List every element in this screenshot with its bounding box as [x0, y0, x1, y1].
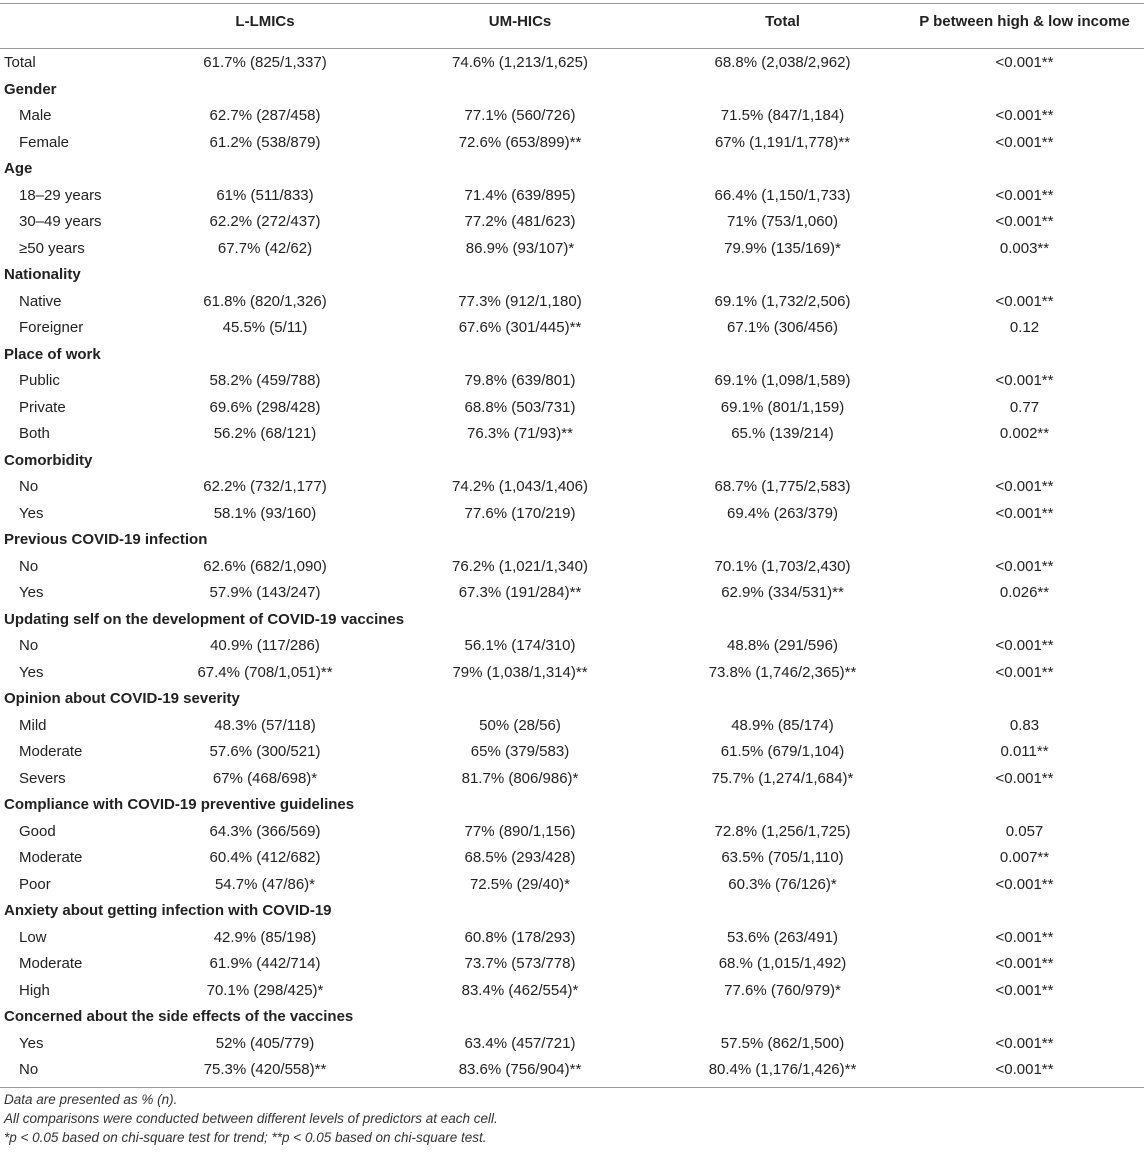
table-row [0, 183, 1144, 210]
value-cell: 83.6% (756/904)** [458, 1061, 582, 1078]
value-cell: 69.4% (263/379) [727, 504, 838, 522]
group-label: Compliance with COVID-19 preventive guidelines [4, 796, 355, 813]
table-row [0, 1031, 1144, 1058]
row-label: 18–29 years [19, 186, 102, 204]
row-label: Male [19, 107, 52, 124]
value-cell: 67% (1,191/1,778)** [714, 133, 851, 151]
value-cell: 62.7% (287/458) [209, 107, 321, 124]
group-label: Anxiety about getting infection with COVID-19 [4, 902, 332, 919]
row-label: No [19, 637, 39, 654]
group-header-row [0, 898, 1144, 925]
value-cell: 65.% (139/214) [731, 425, 834, 442]
table-row [0, 315, 1144, 342]
value-cell: <0.001** [995, 1034, 1054, 1052]
row-label: No [19, 557, 39, 575]
header-cell: P between high & low income [919, 13, 1130, 30]
value-cell: 79.9% (135/169)* [724, 239, 841, 257]
group-header-row [0, 77, 1144, 104]
value-cell: 76.2% (1,021/1,340) [452, 557, 588, 575]
value-cell: <0.001** [995, 663, 1054, 681]
header-row [0, 5, 1144, 39]
value-cell: <0.001** [995, 955, 1054, 972]
value-cell: 57.5% (862/1,500) [720, 1034, 845, 1052]
value-cell: <0.001** [995, 875, 1054, 893]
table-row [0, 368, 1144, 395]
table-row [0, 289, 1144, 316]
row-label: No [19, 1061, 39, 1078]
value-cell: 81.7% (806/986)* [461, 769, 579, 787]
row-label: Yes [19, 663, 44, 681]
table-row [0, 554, 1144, 581]
value-cell: 77.3% (912/1,180) [458, 292, 582, 310]
group-label: Updating self on the development of COVID-19 vaccines [4, 610, 405, 628]
value-cell: 0.057 [1005, 822, 1044, 840]
value-cell: 0.83 [1009, 716, 1040, 734]
results-table [0, 5, 1144, 1084]
row-label: Severs [19, 769, 66, 787]
table-row [0, 872, 1144, 899]
table-row [0, 978, 1144, 1005]
value-cell: 72.8% (1,256/1,725) [714, 822, 851, 840]
value-cell: <0.001** [995, 213, 1054, 230]
value-cell: 68.7% (1,775/2,583) [714, 478, 851, 495]
value-cell: 56.1% (174/310) [464, 637, 576, 654]
group-label: Concerned about the side effects of the vaccines [4, 1008, 354, 1025]
value-cell: 71% (753/1,060) [727, 213, 838, 230]
value-cell: 45.5% (5/11) [222, 319, 308, 336]
table-body [0, 50, 1144, 1084]
value-cell: <0.001** [995, 769, 1054, 787]
group-header-row [0, 1004, 1144, 1031]
value-cell: 65% (379/583) [470, 743, 570, 760]
value-cell: 48.3% (57/118) [214, 716, 316, 734]
header-cell [0, 5, 150, 39]
value-cell: 61.7% (825/1,337) [203, 54, 327, 71]
value-cell: 74.2% (1,043/1,406) [452, 478, 588, 495]
value-cell: 83.4% (462/554)* [461, 981, 579, 999]
value-cell: 56.2% (68/121) [213, 425, 317, 442]
value-cell: 63.5% (705/1,110) [721, 849, 844, 866]
header-rule [0, 48, 1144, 49]
row-label: Total [4, 54, 36, 71]
table-row [0, 819, 1144, 846]
row-label: Poor [19, 875, 51, 893]
value-cell: 57.6% (300/521) [209, 743, 321, 760]
table-row [0, 50, 1144, 77]
row-label: Low [19, 928, 47, 946]
value-cell: 63.4% (457/721) [464, 1034, 576, 1052]
value-cell: 67% (468/698)* [212, 769, 318, 787]
value-cell: 77.6% (760/979)* [724, 981, 841, 999]
row-label: ≥50 years [19, 239, 85, 257]
value-cell: 42.9% (85/198) [213, 928, 317, 946]
value-cell: 79.8% (639/801) [464, 372, 576, 389]
table-row [0, 1057, 1144, 1084]
table-row [0, 845, 1144, 872]
group-header-row [0, 448, 1144, 475]
value-cell: 76.3% (71/93)** [467, 425, 573, 442]
value-cell: 60.4% (412/682) [209, 849, 321, 866]
value-cell: 0.12 [1009, 319, 1040, 336]
value-cell: 72.5% (29/40)* [469, 875, 571, 893]
value-cell: 0.011** [1000, 743, 1049, 760]
value-cell: 67.7% (42/62) [217, 239, 313, 257]
value-cell: <0.001** [995, 928, 1054, 946]
value-cell: <0.001** [995, 292, 1054, 310]
value-cell: 67.3% (191/284)** [458, 584, 582, 601]
value-cell: 0.007** [999, 849, 1050, 866]
group-label: Nationality [4, 266, 81, 283]
header-cell: UM-HICs [488, 13, 552, 30]
table-row [0, 766, 1144, 793]
value-cell: 58.1% (93/160) [213, 504, 317, 522]
value-cell: 69.6% (298/428) [209, 398, 321, 416]
value-cell: 77% (890/1,156) [464, 822, 576, 840]
row-label: Foreigner [19, 319, 84, 336]
group-header-row [0, 342, 1144, 369]
row-label: Public [19, 372, 60, 389]
value-cell: 61.8% (820/1,326) [203, 292, 327, 310]
value-cell: 62.9% (334/531)** [721, 584, 844, 601]
top-rule [0, 3, 1144, 4]
row-label: Native [19, 292, 62, 310]
group-header-row [0, 686, 1144, 713]
table-note: *p < 0.05 based on chi-square test for trend; **p < 0.05 based on chi-square test. [4, 1130, 487, 1145]
group-header-row [0, 262, 1144, 289]
value-cell: 68.% (1,015/1,492) [718, 955, 847, 972]
value-cell: 62.6% (682/1,090) [203, 557, 327, 575]
table-row [0, 739, 1144, 766]
group-header-row [0, 156, 1144, 183]
value-cell: 67.1% (306/456) [727, 319, 838, 336]
group-label: Gender [4, 80, 57, 98]
value-cell: 60.8% (178/293) [464, 928, 576, 946]
value-cell: 73.8% (1,746/2,365)** [708, 663, 857, 681]
row-label: Yes [19, 1034, 44, 1052]
value-cell: 72.6% (653/899)** [458, 133, 582, 151]
table-row [0, 103, 1144, 130]
bottom-rule [0, 1087, 1144, 1088]
table-row [0, 130, 1144, 157]
table-row [0, 925, 1144, 952]
group-label: Comorbidity [4, 451, 93, 469]
value-cell: 67.6% (301/445)** [458, 319, 582, 336]
row-label: Female [19, 133, 70, 151]
value-cell: 54.7% (47/86)* [214, 875, 316, 893]
value-cell: 58.2% (459/788) [209, 372, 321, 389]
value-cell: 71.4% (639/895) [464, 186, 576, 204]
table-row [0, 951, 1144, 978]
value-cell: 79% (1,038/1,314)** [452, 663, 588, 681]
value-cell: 48.8% (291/596) [727, 637, 838, 654]
row-label: Moderate [19, 955, 83, 972]
value-cell: 48.9% (85/174) [731, 716, 834, 734]
row-label: Good [19, 822, 56, 840]
value-cell: 74.6% (1,213/1,625) [452, 54, 588, 71]
value-cell: 57.9% (143/247) [209, 584, 321, 601]
value-cell: 69.1% (1,732/2,506) [714, 292, 851, 310]
group-label: Age [4, 160, 33, 177]
value-cell: <0.001** [995, 637, 1054, 654]
row-label: Private [19, 398, 66, 416]
group-header-row [0, 607, 1144, 634]
value-cell: 77.6% (170/219) [464, 504, 576, 522]
row-label: Mild [19, 716, 47, 734]
value-cell: 69.1% (1,098/1,589) [714, 372, 851, 389]
value-cell: <0.001** [995, 557, 1054, 575]
group-header-row [0, 792, 1144, 819]
table-row [0, 209, 1144, 236]
value-cell: 70.1% (1,703/2,430) [714, 557, 851, 575]
value-cell: 0.003** [999, 239, 1050, 257]
value-cell: 0.77 [1009, 398, 1040, 416]
table-row [0, 633, 1144, 660]
value-cell: 80.4% (1,176/1,426)** [708, 1061, 857, 1078]
group-label: Place of work [4, 345, 101, 363]
value-cell: <0.001** [995, 478, 1054, 495]
value-cell: <0.001** [995, 107, 1054, 124]
value-cell: 53.6% (263/491) [727, 928, 838, 946]
row-label: High [19, 981, 50, 999]
value-cell: 52% (405/779) [215, 1034, 315, 1052]
value-cell: 62.2% (272/437) [209, 213, 321, 230]
row-label: Yes [19, 504, 44, 522]
group-header-row [0, 527, 1144, 554]
value-cell: 86.9% (93/107)* [465, 239, 575, 257]
value-cell: 40.9% (117/286) [210, 637, 320, 654]
table-note: All comparisons were conducted between different levels of predictors at each cell. [4, 1111, 498, 1126]
row-label: Moderate [19, 849, 83, 866]
group-label: Previous COVID-19 infection [4, 531, 208, 548]
row-label: Moderate [19, 743, 83, 760]
table-row [0, 395, 1144, 422]
value-cell: <0.001** [995, 504, 1054, 522]
value-cell: 67.4% (708/1,051)** [197, 663, 333, 681]
value-cell: <0.001** [995, 1061, 1054, 1078]
table-row [0, 421, 1144, 448]
value-cell: <0.001** [995, 981, 1054, 999]
table-row [0, 660, 1144, 687]
value-cell: 75.3% (420/558)** [203, 1061, 327, 1078]
value-cell: 61.5% (679/1,104) [720, 743, 845, 760]
value-cell: 61% (511/833) [216, 186, 314, 204]
value-cell: <0.001** [995, 186, 1054, 204]
value-cell: 68.8% (2,038/2,962) [714, 54, 851, 71]
value-cell: 61.9% (442/714) [209, 955, 321, 972]
row-label: Yes [19, 584, 44, 601]
value-cell: 77.2% (481/623) [464, 213, 576, 230]
value-cell: 61.2% (538/879) [209, 133, 321, 151]
table-row [0, 474, 1144, 501]
value-cell: <0.001** [995, 133, 1054, 151]
value-cell: 77.1% (560/726) [464, 107, 576, 124]
table-row [0, 236, 1144, 263]
value-cell: 73.7% (573/778) [464, 955, 576, 972]
value-cell: 50% (28/56) [479, 716, 561, 734]
value-cell: 60.3% (76/126)* [728, 875, 837, 893]
value-cell: 66.4% (1,150/1,733) [714, 186, 851, 204]
table-row [0, 501, 1144, 528]
value-cell: 64.3% (366/569) [209, 822, 321, 840]
value-cell: 70.1% (298/425)* [206, 981, 324, 999]
table-note: Data are presented as % (n). [4, 1092, 178, 1107]
table-row [0, 713, 1144, 740]
value-cell: 0.002** [999, 425, 1050, 442]
table-row [0, 580, 1144, 607]
value-cell: <0.001** [995, 54, 1054, 71]
value-cell: 0.026** [999, 584, 1050, 601]
value-cell: 68.8% (503/731) [464, 398, 576, 416]
row-label: 30–49 years [19, 213, 102, 230]
value-cell: 69.1% (801/1,159) [720, 398, 845, 416]
value-cell: <0.001** [995, 372, 1054, 389]
value-cell: 68.5% (293/428) [464, 849, 576, 866]
row-label: Both [19, 425, 50, 442]
value-cell: 62.2% (732/1,177) [203, 478, 327, 495]
header-cell: Total [765, 13, 800, 30]
value-cell: 75.7% (1,274/1,684)* [711, 769, 854, 787]
table-notes [4, 1090, 498, 1147]
value-cell: 71.5% (847/1,184) [720, 107, 845, 124]
row-label: No [19, 478, 39, 495]
header-cell: L-LMICs [235, 13, 295, 30]
group-label: Opinion about COVID-19 severity [4, 690, 240, 707]
